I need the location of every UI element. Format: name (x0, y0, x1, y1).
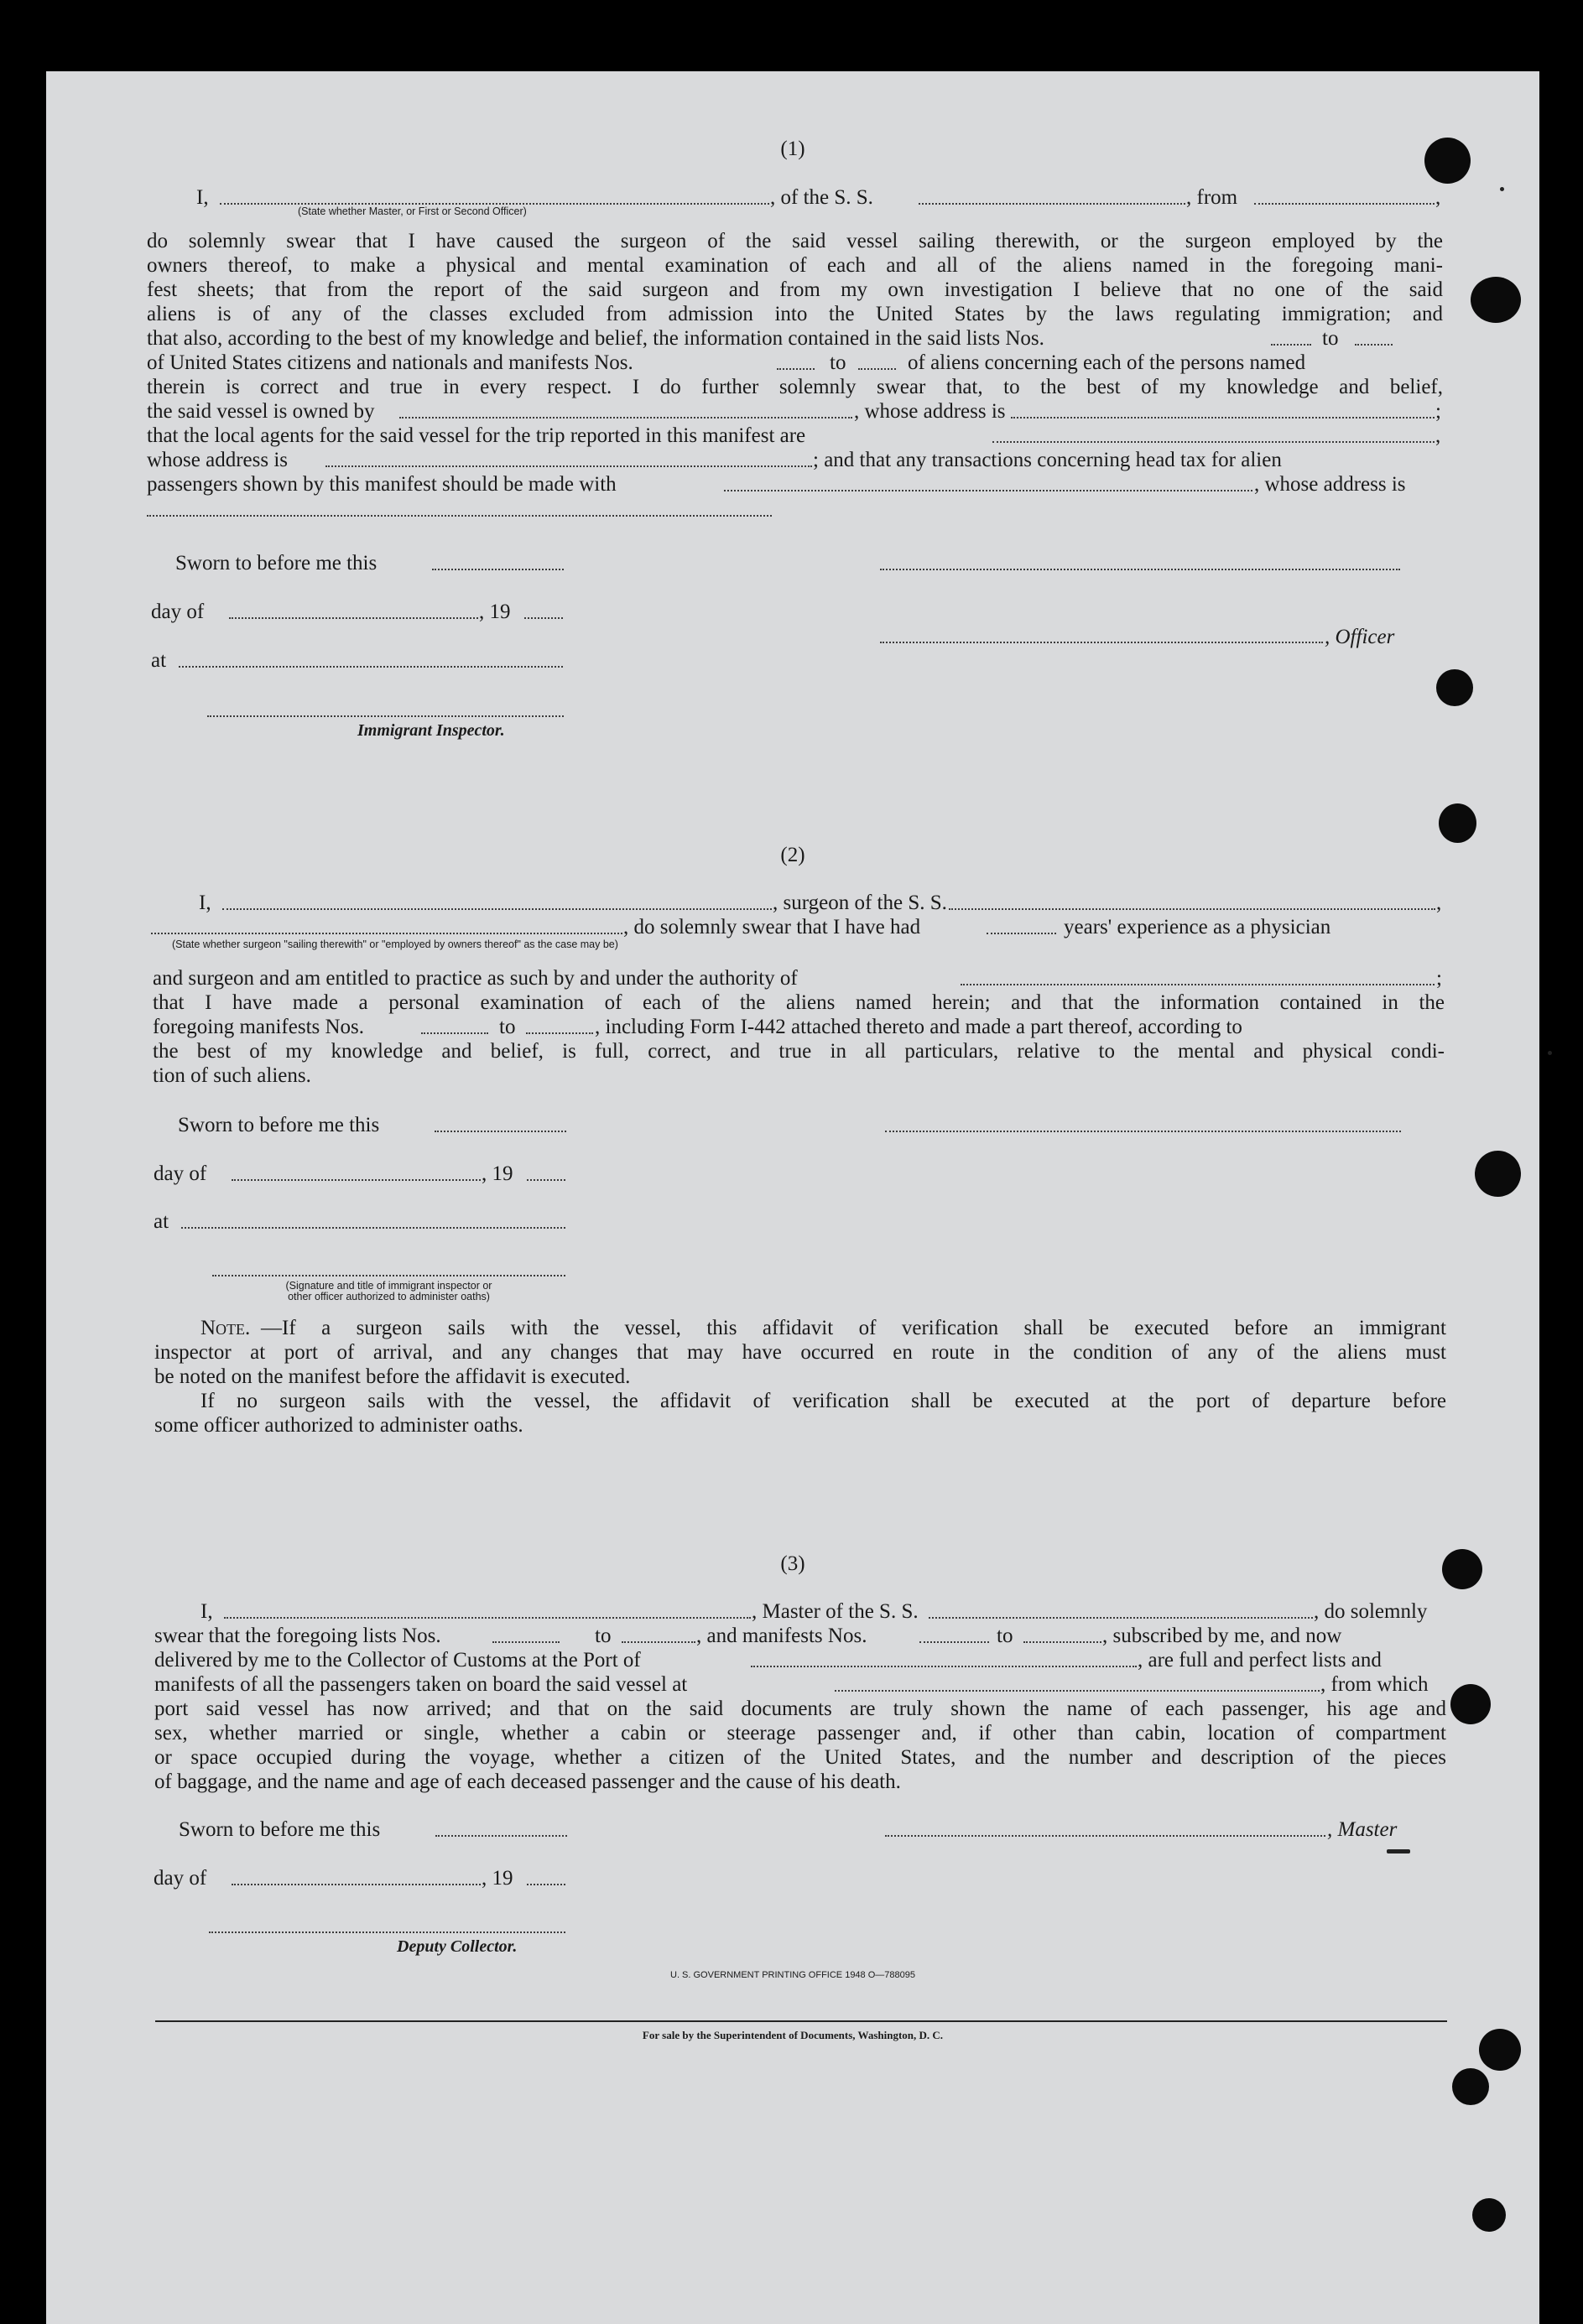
s3-swear-lists: swear that the foregoing lists Nos. (154, 1625, 441, 1647)
s3-to-1: to (595, 1625, 612, 1647)
s1-owned-by: the said vessel is owned by (147, 400, 375, 423)
s1-aliens-tail: of aliens concerning each of the persons named (908, 351, 1306, 374)
s2-nineteen: , 19 (482, 1162, 513, 1185)
s1-line-6: of United States citizens and nationals and manifests Nos. (147, 351, 633, 374)
s2-such-aliens: tion of such aliens. (153, 1064, 311, 1087)
s1-lists-to-blank[interactable] (1355, 344, 1393, 346)
s2-i: I, (199, 892, 211, 914)
s1-line-1: do solemnly swear that I have caused the surgeon of the said vessel sailing therewith, or the surgeon employed by the (147, 230, 1443, 252)
s3-sworn: Sworn to before me this (179, 1818, 381, 1841)
s3-nineteen: , 19 (482, 1867, 513, 1890)
s2-best: the best of my knowledge and belief, is full, correct, and true in all particulars, relative to the mental and physical condi- (153, 1040, 1445, 1063)
s1-nineteen: , 19 (479, 600, 511, 623)
section-1-heading: (1) (780, 138, 805, 160)
s1-from-blank[interactable] (1254, 203, 1435, 205)
s3-lists-from-blank[interactable] (492, 1641, 560, 1643)
s1-owner-address-blank[interactable] (1011, 417, 1435, 419)
punch-hole (1439, 803, 1476, 843)
s2-capacity-blank[interactable] (151, 933, 622, 934)
s2-month-blank[interactable] (232, 1179, 481, 1181)
s1-whose-address-end: , whose address is (1254, 473, 1406, 496)
s2-year-blank[interactable] (527, 1179, 565, 1181)
s1-final-address-blank[interactable] (147, 515, 772, 517)
s1-comma-2: , (1435, 424, 1441, 447)
s3-from-which: , from which (1320, 1673, 1429, 1696)
punch-hole (1452, 2068, 1489, 2105)
s1-line-4: aliens is of any of the classes excluded from admission into the United States by the laws regulating immigration; and (147, 303, 1443, 325)
s3-manifests-to-blank[interactable] (1023, 1641, 1101, 1643)
s3-port-blank[interactable] (751, 1666, 1137, 1667)
s2-semicolon: ; (1436, 967, 1442, 990)
s1-agents-blank[interactable] (992, 441, 1435, 443)
s2-ship-blank[interactable] (949, 908, 1435, 910)
s3-delivered: delivered by me to the Collector of Customs at the Port of (154, 1649, 641, 1672)
form-page (46, 71, 1539, 2324)
s1-inspector-signature-blank[interactable] (207, 715, 564, 717)
s2-surgeon-name-blank[interactable] (222, 908, 772, 910)
s2-manifests-to-blank[interactable] (526, 1032, 593, 1034)
s2-place-blank[interactable] (181, 1227, 565, 1229)
s1-lists-from-blank[interactable] (1271, 344, 1311, 346)
s2-to: to (499, 1016, 516, 1038)
s3-full-perfect: , are full and perfect lists and (1138, 1649, 1382, 1672)
s1-year-blank[interactable] (524, 617, 563, 619)
s3-line-4: of baggage, and the name and age of each deceased passenger and the cause of his death. (154, 1770, 901, 1793)
s1-manifests-from-blank[interactable] (777, 368, 815, 370)
s1-inspector-label: Immigrant Inspector. (357, 721, 505, 740)
s1-agents-address-blank[interactable] (325, 465, 812, 467)
for-sale-line: For sale by the Superintendent of Documents, Washington, D. C. (642, 2029, 944, 2041)
punch-hole (1471, 277, 1521, 323)
section-3-heading: (3) (780, 1552, 805, 1575)
s3-sworn-day-blank[interactable] (435, 1835, 567, 1837)
s1-local-agents: that the local agents for the said vessel for the trip reported in this manifest are (147, 424, 806, 447)
s2-note-line-2: inspector at port of arrival, and any changes that may have occurred en route in the condition of any of the aliens must (154, 1341, 1446, 1364)
s3-line-1: port said vessel has now arrived; and that on the said documents are truly shown the name of each passenger, his age and (154, 1698, 1446, 1720)
ink-speck (1387, 1849, 1410, 1853)
s2-sig-note-2: other officer authorized to administer oaths) (288, 1291, 490, 1302)
s2-personal-exam: that I have made a personal examination of each of the aliens named herein; and that the information contained in the (153, 991, 1445, 1014)
s3-manifests-from-blank[interactable] (919, 1641, 989, 1643)
s2-sworn-day-blank[interactable] (435, 1131, 566, 1132)
s3-line-3: or space occupied during the voyage, whether a citizen of the United States, and the number and description of the pieces (154, 1746, 1446, 1769)
s1-officer-name-blank[interactable] (880, 642, 1323, 643)
s1-transactions: ; and that any transactions concerning head tax for alien (813, 449, 1282, 471)
s2-including: , including Form I-442 attached thereto and made a part thereof, according to (595, 1016, 1242, 1038)
s3-day-of: day of (154, 1867, 207, 1890)
punch-hole (1472, 2198, 1506, 2232)
s2-comma: , (1436, 892, 1442, 914)
s2-surgeon-of: , surgeon of the S. S. (773, 892, 947, 914)
s1-line-7: therein is correct and true in every respect. I do further solemnly swear that, to the best of my knowledge and belief, (147, 376, 1443, 398)
s1-of-ss: , of the S. S. (770, 186, 873, 209)
s1-whose-address: whose address is (147, 449, 289, 471)
s1-officer-note: (State whether Master, or First or Second Officer) (298, 205, 527, 217)
s3-line-2: sex, whether married or single, whether a cabin or steerage passenger and, if other than cabin, location of compartment (154, 1722, 1446, 1744)
s3-do-solemnly: , do solemnly (1314, 1600, 1428, 1623)
punch-hole (1450, 1684, 1491, 1724)
s3-subscribed: , subscribed by me, and now (1102, 1625, 1342, 1647)
s2-years-blank[interactable] (987, 933, 1056, 934)
s1-semicolon: ; (1435, 400, 1441, 423)
s3-master-of: , Master of the S. S. (752, 1600, 919, 1623)
s2-surgeon-signature-blank[interactable] (885, 1131, 1401, 1132)
printing-office-line: U. S. GOVERNMENT PRINTING OFFICE 1948 O—788095 (670, 1970, 915, 1980)
s1-officer-signature-blank[interactable] (880, 569, 1400, 570)
s3-manifests-all: manifests of all the passengers taken on board the said vessel at (154, 1673, 688, 1696)
s2-note2-line-2: some officer authorized to administer oaths. (154, 1414, 523, 1437)
s3-i: I, (200, 1600, 213, 1623)
s1-ship-blank[interactable] (919, 203, 1185, 205)
s1-place-blank[interactable] (179, 666, 563, 668)
s1-day-of: day of (151, 600, 205, 623)
s1-owner-address-label: , whose address is (854, 400, 1006, 423)
s2-inspector-signature-blank[interactable] (212, 1275, 565, 1276)
s2-sig-note-1: (Signature and title of immigrant inspector or (285, 1280, 492, 1292)
s2-note2-line-1: If no surgeon sails with the vessel, the affidavit of verification shall be executed at the port of departure before (200, 1390, 1446, 1412)
s1-line-3: fest sheets; that from the report of the said surgeon and from my own investigation I believe that no one of the said (147, 278, 1443, 301)
s2-entitled: and surgeon and am entitled to practice as such by and under the authority of (153, 967, 798, 990)
s1-line-2: owners thereof, to make a physical and mental examination of each and all of the aliens named in the foregoing mani- (147, 254, 1443, 277)
s1-at: at (151, 649, 167, 672)
s1-owner-blank[interactable] (399, 417, 852, 419)
s3-and-manifests: , and manifests Nos. (696, 1625, 867, 1647)
s2-years: years' experience as a physician (1064, 916, 1331, 938)
s1-manifests-to-blank[interactable] (858, 368, 896, 370)
s3-port-of-departure-blank[interactable] (835, 1690, 1320, 1692)
s2-manifests-from-blank[interactable] (421, 1032, 488, 1034)
s1-passengers: passengers shown by this manifest should be made with (147, 473, 617, 496)
ink-speck (1548, 1051, 1552, 1055)
s2-foregoing: foregoing manifests Nos. (153, 1016, 365, 1038)
s3-master-label: , Master (1327, 1818, 1398, 1841)
s1-i: I, (196, 186, 209, 209)
s2-authority-blank[interactable] (961, 984, 1435, 985)
s2-note-line-1: —If a surgeon sails with the vessel, this affidavit of verification shall be executed before an immigrant (261, 1317, 1446, 1339)
punch-hole (1436, 669, 1473, 706)
footer-rule (155, 2020, 1447, 2022)
s1-from: , from (1186, 186, 1238, 209)
s1-sworn-day-blank[interactable] (432, 569, 564, 570)
s2-at: at (154, 1210, 169, 1233)
s2-do-swear: , do solemnly swear that I have had (623, 916, 921, 938)
s1-officer-label: , Officer (1325, 626, 1395, 648)
s3-collector-signature-blank[interactable] (209, 1931, 565, 1933)
s3-master-name-blank[interactable] (224, 1617, 751, 1619)
s1-month-blank[interactable] (229, 617, 478, 619)
s3-to-2: to (997, 1625, 1013, 1647)
s2-note-line-3: be noted on the manifest before the affidavit is executed. (154, 1365, 631, 1388)
s2-day-of: day of (154, 1162, 207, 1185)
s2-state-note: (State whether surgeon "sailing therewith" or "employed by owners thereof" as the case may be) (172, 938, 618, 950)
ink-speck (1500, 187, 1504, 191)
section-2-heading: (2) (780, 844, 805, 866)
s3-year-blank[interactable] (527, 1884, 565, 1885)
s1-to-1: to (1322, 327, 1339, 350)
s2-note-label: Note. (200, 1317, 251, 1339)
s3-month-blank[interactable] (232, 1884, 481, 1885)
s3-collector-label: Deputy Collector. (397, 1937, 518, 1956)
s2-sworn: Sworn to before me this (178, 1114, 380, 1136)
s1-comma: , (1435, 186, 1441, 209)
s1-to-2: to (830, 351, 846, 374)
s3-master-signature-blank[interactable] (885, 1835, 1325, 1837)
s1-headtax-blank[interactable] (724, 490, 1252, 491)
s3-lists-to-blank[interactable] (622, 1641, 695, 1643)
s3-ship-blank[interactable] (929, 1617, 1313, 1619)
s1-sworn: Sworn to before me this (175, 552, 378, 575)
s1-name-blank[interactable] (220, 203, 769, 205)
s1-line-5: that also, according to the best of my knowledge and belief, the information contained in the said lists Nos. (147, 327, 1044, 350)
punch-hole (1475, 1151, 1521, 1197)
